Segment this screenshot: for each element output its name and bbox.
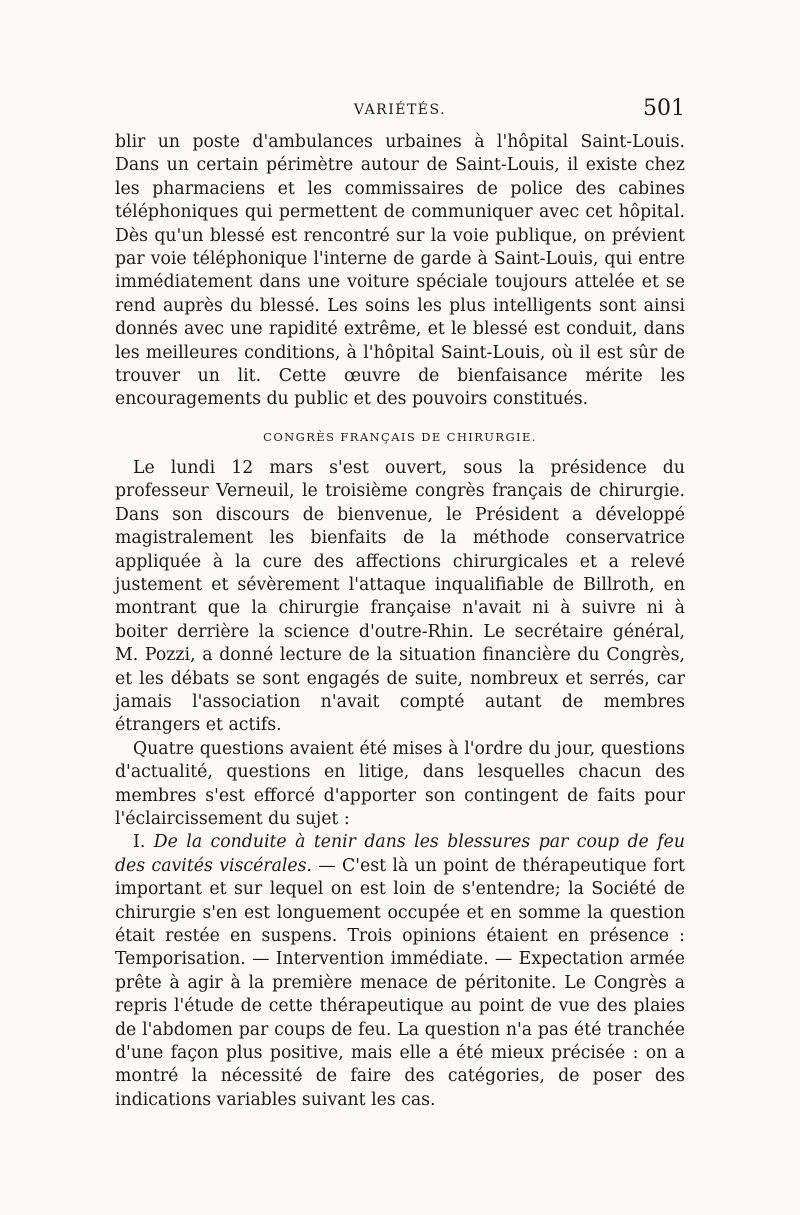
section-title: CONGRÈS FRANÇAIS DE CHIRURGIE. xyxy=(263,429,537,444)
paragraph-questions: Quatre questions avaient été mises à l'ordre du jour, questions d'actualité, questions en litige, dans lesquelles chacun des membres s'est efforcé d'apporter son contingent de faits pour l'éclaircissement du sujet : xyxy=(115,738,685,829)
paragraph-ambulances: blir un poste d'ambulances urbaines à l'hôpital Saint-Louis. Dans un certain périmètre autour de Saint-Louis, il existe chez les pharmaciens et les commissaires de police des cabines téléphoniques qui permettent de communiquer avec cet hôpital. Dès qu'un blessé est rencontré sur la voie publique, on prévient par voie téléphonique l'interne de garde à Saint-Louis, qui entre immédiatement dans une voiture spéciale toujours attelée et se rend auprès du blessé. Les soins les plus intelligents sont ainsi donnés avec une rapidité extrême, et le blessé est conduit, dans les meilleures conditions, à l'hôpital Saint-Louis, où il est sûr de trouver un lit. Cette œuvre de bienfaisance mérite les encouragements du public et des pouvoirs constitués. xyxy=(115,132,685,410)
question-body: — C'est là un point de thérapeutique fort important et sur lequel on est loin de s'entendre; la Société de chirurgie s'en est longuement occupée et en somme la question était restée en suspens. Trois opinions étaient en présence : Temporisation. — Intervention immédiate. — Expectation armée prête à agir à la première menace de péritonite. Le Congrès a repris l'étude de cette thérapeutique au point de vue des plaies de l'abdomen par coups de feu. La question n'a pas été tranchée d'une façon plus positive, mais elle a été mieux précisée : on a montré la nécessité de faire des catégories, de poser des indications variables suivant les cas. xyxy=(115,855,685,1110)
running-title: VARIÉTÉS. xyxy=(353,102,447,118)
page-number: 501 xyxy=(643,96,685,121)
question-title: De la conduite à tenir dans les blessures par coup de feu des cavités viscérales. xyxy=(115,832,685,876)
page-body xyxy=(115,131,685,1112)
page-header xyxy=(115,98,685,128)
paragraph-congres-opening: Le lundi 12 mars s'est ouvert, sous la présidence du professeur Verneuil, le troisième congrès français de chirurgie. Dans son discours de bienvenue, le Président a développé magistralement les bienfaits de la méthode conservatrice appliquée à la cure des affections chirurgicales et a relevé justement et sévèrement l'attaque inqualifiable de Billroth, en montrant que la chirurgie française n'avait ni à suivre ni à boiter derrière la science d'outre-Rhin. Le secrétaire général, M. Pozzi, a donné lecture de la situation financière du Congrès, et les débats se sont engagés de suite, nombreux et serrés, car jamais l'association n'avait compté autant de membres étrangers et actifs. xyxy=(115,457,685,736)
question-number: I. xyxy=(133,832,154,853)
paragraph-question-one xyxy=(115,831,685,1112)
